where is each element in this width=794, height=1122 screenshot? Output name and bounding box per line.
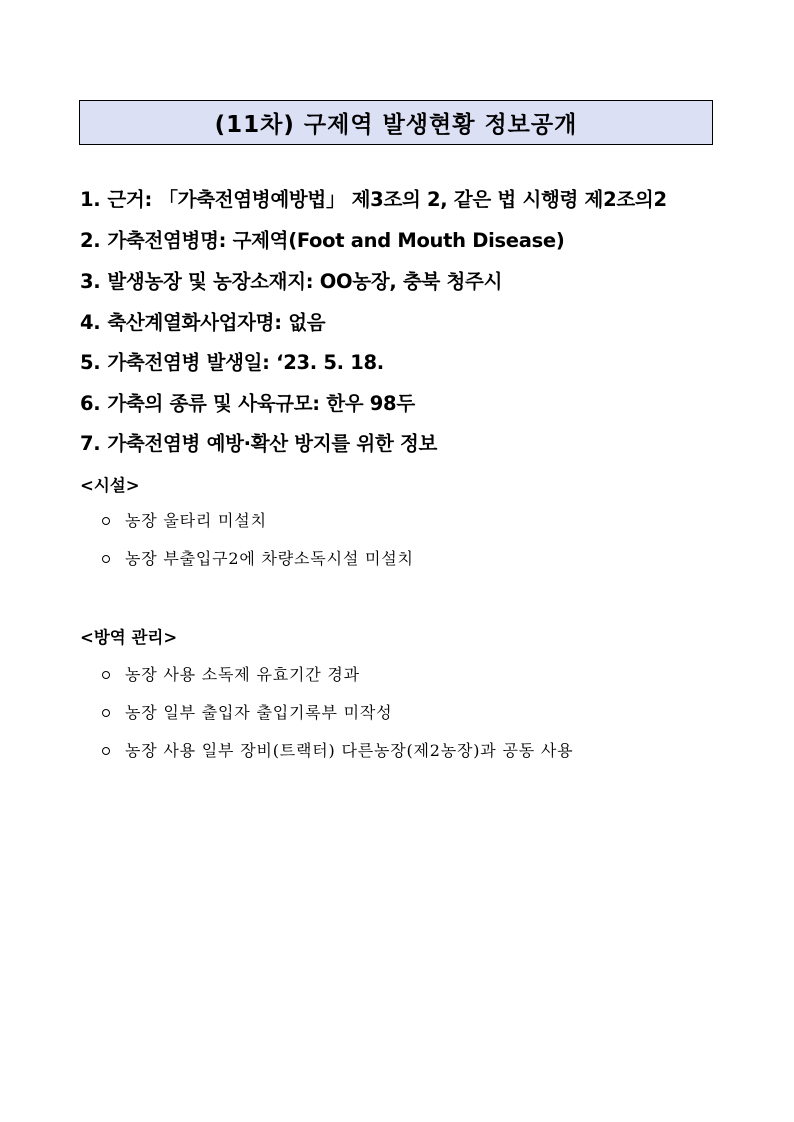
bullet-text: 농장 사용 소독제 유효기간 경과 [125, 665, 360, 684]
info-item-5 [80, 349, 384, 377]
item-number: 7. [80, 432, 101, 455]
item-text: 가축의 종류 및 사육규모: 한우 98두 [107, 392, 415, 415]
quarantine-heading: <방역 관리> [80, 628, 178, 647]
item-text: 발생농장 및 농장소재지: OO농장, 충북 청주시 [107, 270, 503, 293]
bullet-text: 농장 사용 일부 장비(트랙터) 다른농장(제2농장)과 공동 사용 [125, 741, 574, 760]
item-text: 가축전염병 발생일: ‘23. 5. 18. [107, 351, 384, 374]
item-number: 5. [80, 351, 101, 374]
circle-bullet-icon [102, 747, 110, 755]
item-number: 4. [80, 311, 101, 334]
info-item-3 [80, 268, 502, 296]
title-box [79, 100, 713, 145]
item-text: 가축전염병 예방·확산 방지를 위한 정보 [107, 432, 438, 455]
item-text: 가축전염병명: 구제역(Foot and Mouth Disease) [107, 229, 565, 252]
quarantine-bullet-3 [102, 739, 573, 763]
bullet-text: 농장 일부 출입자 출입기록부 미작성 [125, 703, 393, 722]
item-number: 6. [80, 392, 101, 415]
circle-bullet-icon [102, 671, 110, 679]
circle-bullet-icon [102, 709, 110, 717]
bullet-text: 농장 부출입구2에 차량소독시설 미설치 [125, 549, 414, 568]
facilities-heading: <시설> [80, 476, 140, 495]
bullet-text: 농장 울타리 미설치 [125, 511, 267, 530]
circle-bullet-icon [102, 517, 110, 525]
info-item-4 [80, 309, 325, 337]
info-item-1 [80, 186, 667, 214]
info-item-7 [80, 430, 437, 458]
facilities-bullet-1 [102, 509, 267, 533]
item-number: 1. [80, 188, 101, 211]
info-item-2 [80, 227, 564, 255]
quarantine-bullet-2 [102, 701, 392, 725]
item-number: 2. [80, 229, 101, 252]
quarantine-bullet-1 [102, 663, 360, 687]
info-item-6 [80, 390, 415, 418]
page-title: (11차) 구제역 발생현황 정보공개 [214, 112, 578, 138]
item-text: 축산계열화사업자명: 없음 [107, 311, 326, 334]
circle-bullet-icon [102, 555, 110, 563]
item-text: 근거: 「가축전염병예방법」 제3조의 2, 같은 법 시행령 제2조의2 [107, 188, 667, 211]
item-number: 3. [80, 270, 101, 293]
facilities-bullet-2 [102, 547, 414, 571]
